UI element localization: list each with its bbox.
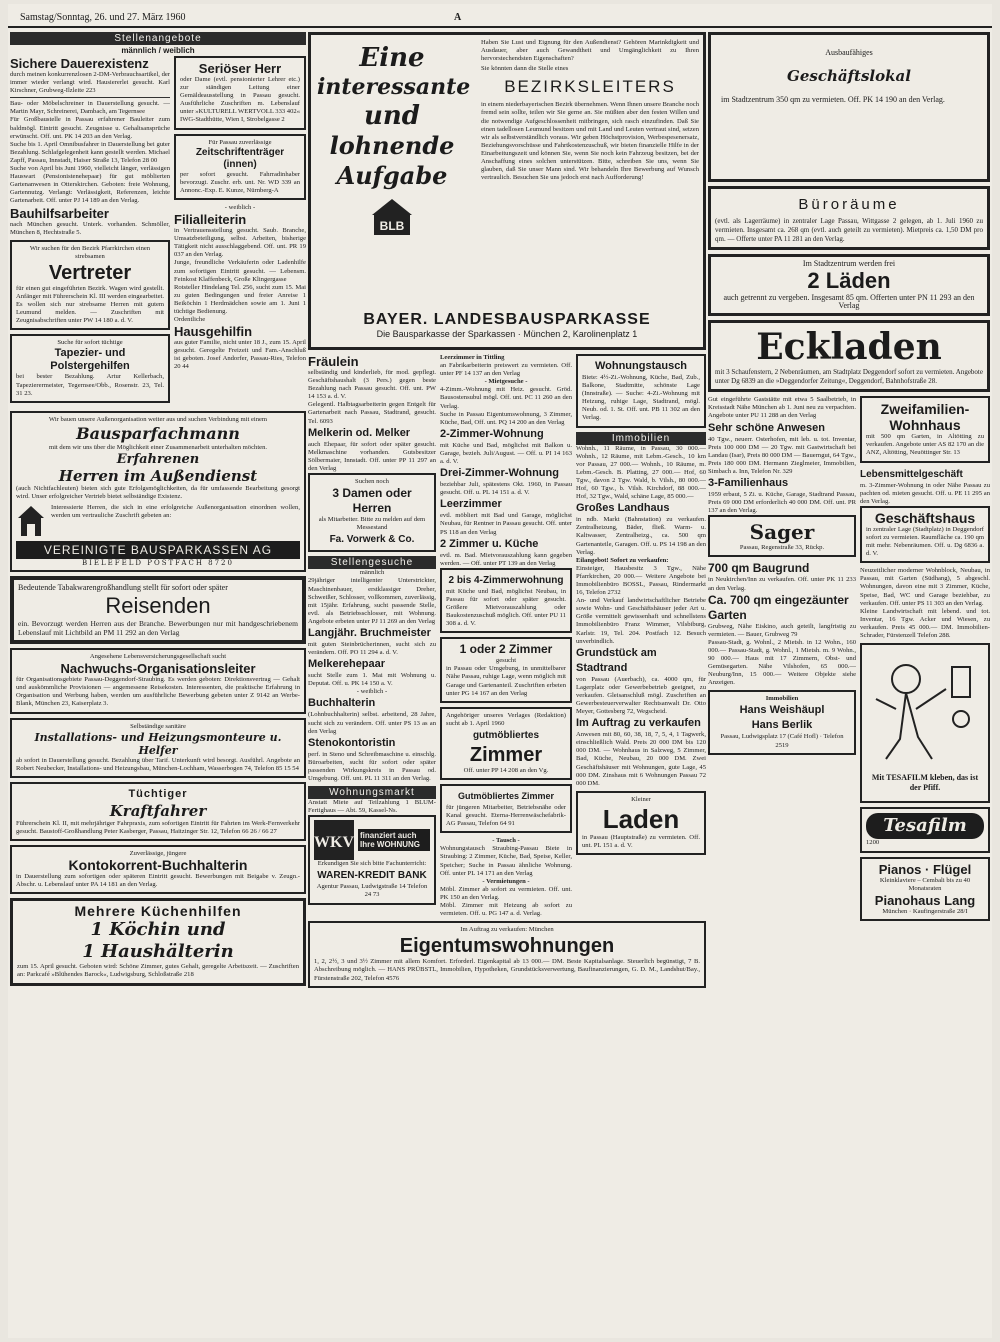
ad-text: Passau, Ludwigsplatz 17 (Café Hofl) · Telefon 2519 (720, 733, 844, 749)
ad-text: Anwesen mit 80, 60, 38, 18, 7, 5, 4, 1 Tagwerk, einschließlich Wald. Preis 20 000 DM bis 120 000 DM. — Wohnhaus in Salzweg, 5 Zimmer, Bad, Küche, Neubau, 20 000 DM. Zwei Geschäftshäuser mit Wohnungen, gute Lage, 45 000 DM. Zinshaus mit 6 Wohnungen Passau 72 000 DM. (576, 731, 706, 787)
ad-text: ab sofort in Dauerstellung gesucht. Bezahlung über Tarif. Unterkunft wird besorgt. Ausführl. Angebote an Robert Neubecker, Installations- und Heizungsbau, München-Lochham, Wasserbogen 74, Telefon 85 15 54 (16, 756, 300, 772)
ad-heading: Gutmöbliertes Zimmer (457, 791, 555, 801)
ad-text: per sofort gesucht. Fahrradinhaber bevorzugt. Zuschr. erb. unt. Nr. WD 339 an Annonc.-Exp. E. Kunze, Nürnberg-A (180, 170, 300, 194)
ad-text: beziehbar Juli, spätestens Okt. 1960, in Passau gesucht. Off. u. PL 14 151 a. d. V. (440, 481, 572, 497)
ad-text: ein. Bevorzugt werden Herren aus der Branche. Bewerbungen nur mit handgeschriebenem Lebenslauf mit Lichtbild an PM 11 292 an den Verlag (18, 619, 298, 638)
ad-text: Leerzimmer in Tittling (440, 354, 505, 361)
ad-text: Off. unter PP 14 208 an den Vg. (463, 766, 549, 774)
ad-heading: 3 Damen oder Herren (332, 486, 412, 516)
ad-text: München · Kaufingerstraße 28/I (882, 908, 968, 916)
ad-text: Gut eingeführte Gaststätte mit etwa 5 Saalbetrieb, in Kreisstadt Nähe München ab 1. Juni neu zu verpachten. Angebote unter PU 11 288 an den Verlag (708, 396, 856, 420)
subsection-label: - weiblich - (356, 688, 388, 696)
ad-heading: Seriöser Herr (198, 61, 282, 76)
ad-text: zum 15. April gesucht. Geboten wird: Schöne Zimmer, gutes Gehalt, geregelte Arbeitszeit. — Zuschriften an: Parkcafé »Blühendes Barock«, Ludwigsburg, Schloßstraße 218 (17, 963, 299, 979)
header-date: Samstag/Sonntag, 26. und 27. März 1960 (20, 12, 186, 23)
house-logo-icon (16, 504, 46, 538)
ad-text: 1959 erbaut, 5 Zi. u. Küche, Garage, Stadtrand Passau, Preis 69 000 DM erforderlich 40 000 DM. Off. unt. PR 137 an den Verlag. (708, 491, 856, 515)
ad-heading: Hans Berlik (751, 719, 813, 732)
ad-heading: Sager (749, 520, 815, 545)
ad-text: Wohnungstausch Straubing-Passau Biete in Straubing: 2 Zimmer, Küche, Bad, Speise, Keller, Speicher; Suche in Passau ähnliche Wohnung. Off. unter PL 14 171 an den Verlag (440, 845, 572, 877)
section-title: Stellengesuche (308, 556, 436, 569)
ad-heading: 2-Zimmer-Wohnung (440, 427, 544, 440)
ad-text: selbständig und kinderlieb, für mod. gepflegt. Geschäftshaushalt (3 Pers.) gegen beste Bezahlung nach Passau gesucht. Off. unt. PW 14 153 a. d. V. (308, 369, 436, 401)
column-right (708, 32, 990, 925)
ad-text: Angehöriger unseres Verlages (Redaktion) sucht ab 1. April 1960 (446, 711, 566, 727)
ad-text: von Passau (Auerbach), ca. 4000 qm, für Lagerplatz oder Gewerbebetrieb geeignet, zu verkaufen. Gleisanschluß mögl. Zuschriften an Gewerbesteuerverwalter Rechtsanwalt Dr. Otto Meyer, Gottesberg 72, Wegscheid. (576, 675, 706, 716)
ad-heading: Bausparfachmann (76, 423, 240, 443)
ad-text: in zentraler Lage (Stadtplatz) in Deggendorf sofort zu vermieten. Raumfläche ca. 190 qm mit mehr. Nebenräumen. Off. u. Dg 6836 a. d. V. (866, 525, 984, 558)
ad-heading: Geschäftshaus (874, 509, 976, 526)
ad-heading: 2 Läden (807, 268, 891, 294)
ad-heading: Immobilien (765, 695, 799, 703)
page-letter: A (454, 12, 462, 23)
ad-heading: Pianohaus Lang (874, 893, 976, 909)
tesafilm-logo: Tesafilm (866, 813, 984, 839)
ad-text: Wir bauen unsere Außenorganisation weiter aus und suchen Verbindung mit einem (48, 415, 268, 423)
ad-heading: Installations- und Heizungsmonteure u. Helfer (34, 730, 282, 757)
ad-text: 29jähriger intelligenter Unterstrickter, Maschinenbauer, erstklassiger Dreher, Schweißer, Schlosser, vollkommen, zuverlässig, mit 15jähr. Erfahrung, sucht passende Stelle, evtl. als Betriebsschlosser, mit Wohnung. Angebote erbeten unter PJ 11 269 an den Verlag (308, 577, 436, 625)
ad-text: Im Stadtzentrum werden frei (802, 259, 896, 268)
ad-text: Für Passau zuverlässige (208, 138, 272, 146)
ad-text: mit Küche und Bad, möglichst Neubau, in Passau für sofort oder später gesucht. Größere Mietvorauszahlung oder Baukostenzuschuß möglich. Off. unter PU 11 308 a. d. V. (446, 587, 566, 628)
subsection-label: - Mietgesuche - (484, 378, 528, 386)
ad-heading: Filialleiterin (174, 212, 247, 228)
ad-text: Wir suchen für den Bezirk Pfarrkirchen einen strebsamen (29, 244, 151, 260)
ad-text: Mit TESAFILM kleben, das ist der Pfiff. (871, 773, 979, 793)
ad-heading: 700 qm Baugrund (708, 561, 810, 576)
subsection-label: männlich (359, 569, 385, 577)
ad-text: als Mitarbeiter. Bitte zu melden auf dem Messestand (318, 516, 426, 532)
ad-heading: Herren im Außendienst (58, 466, 258, 485)
ad-text: Neuzeitlicher moderner Wohnblock, Neubau, in Passau, mit Garten (Südhang), 5 abgeschl. Wohnungen, davon eine mit 3 Zimmer, Küche, Speise, Bad, WC und Garage beziehbar, zu verkaufen. Off. unter PS 11 303 an den Verlag. (860, 567, 990, 607)
ad-heading: BEZIRKSLEITERS (504, 77, 676, 97)
ad-heading: Geschäftslokal (787, 67, 911, 86)
ad-text: Angesehene Lebensversicherungsgesellschaft sucht (89, 653, 227, 661)
ad-heading: Büroräume (798, 196, 900, 213)
ad-text: nach München gesucht. Unterk. vorhanden. Schmöller, München 8, Hechtstraße 5. (10, 220, 170, 236)
ad-text: Suchen noch (355, 478, 389, 486)
ad-text: aus guter Familie, nicht unter 18 J., zum 15. April gesucht. Geregelte Freizeit und Fam.-Anschluß ist geboten. Josef Andorfer, Passau-Ries, Telefon 20 44 (174, 339, 306, 371)
subsection-label: männlich / weiblich (121, 46, 195, 55)
column-stellenangebote (10, 32, 306, 990)
ad-text: (auch Nichtfachleuten) bieten sich gute Erfolgsmöglichkeiten, da für umfassende Bearbeitung gesorgt wird. Unser erfolgreicher Vertrieb bietet selbständige Existenz. (16, 484, 300, 500)
ad-text: Ausbaufähiges (825, 48, 873, 57)
ad-heading: Tüchtiger (128, 787, 188, 800)
ad-text: Suche von April bis Juni 1960, vielleicht länger, verlässigen Hauswart (Pensionistenehepaar) für gut möblierten Gartenanwesen in Otterskirchen. Geboten: freie Wohnung, Gartennutzg. Verlangt: Verlässigkeit, Referenzen, leichte Gartenarbeit. Off. unter PJ 14 189 an den Verlag. (10, 165, 170, 205)
ad-heading: 2 Zimmer u. Küche (440, 537, 539, 550)
subsection-label: - Vermietungen - (482, 877, 530, 885)
ad-text: 1200 (866, 839, 880, 847)
ad-text: (Lohnbuchhalterin) selbst. arbeitend, 28 Jahre, sucht sich zu verändern. Off. unter PS 13 as an den Verlag (308, 711, 436, 735)
ad-heading: Hans Weishäupl (739, 704, 825, 717)
blb-logo-text: BLB (379, 219, 405, 233)
ad-heading: Zweifamilien-Wohnhaus (880, 401, 970, 434)
ad-text: BIELEFELD POSTFACH 8720 (82, 559, 234, 568)
ad-heading: Pianos · Flügel (878, 862, 972, 878)
ad-text: (evtl. als Lagerräume) in zentraler Lage Passau, Wittgasse 2 gelegen, ab 1. Juli 1960 zu vermieten. Insgesamt ca. 268 qm (evtl. auch geteilt zu vermieten). Mietpreis ca. 1,50 DM pro qm. — Offerte unter PA 11 281 an den Verlag. (715, 217, 983, 243)
ad-text: Biete: 4½-Zi.-Wohnung, Küche, Bad, Zub., Balkone, Stadtmitte, schönste Lage (Innstraße). — Suche: 4-Zi.-Wohnung mit Heizung, ruhige Lage, Stadtrand, mögl. Neub. od. 1. St. Off. unt. PB 11 302 an den Verlag. (582, 374, 700, 422)
ad-text: in Passau oder Umgebung, in unmittelbarer Nähe Passau, ruhige Lage, wenn möglich mit Garage und Gartenanteil. Zuschriften erbeten unter PG 14 167 an den Verlag (446, 665, 566, 697)
ad-heading: Grundstück am Stadtrand (576, 646, 657, 674)
ad-heading: Eigentumswohnungen (399, 935, 615, 958)
ad-heading: Stenokontoristin (308, 736, 396, 749)
ad-heading: BAYER. LANDESBAUSPARKASSE (363, 311, 651, 328)
ad-text: 40 Tgw., neuerr. Osterhofen, mit leb. u. tot. Inventar, Preis 100 000 DM — 20 Tgw. mit Gastwirtschaft bei Landau (Isar), Preis 80 000 DM — Bauerngut, 64 Tgw., Preis 180 000 DM. Hermann Zieglmeier, Immobilien, Simbach a. Inn, Telefon Nr. 329 (708, 435, 856, 475)
ad-heading: Bauhilfsarbeiter (10, 205, 109, 221)
ad-heading: Aufgabe (336, 161, 448, 190)
ad-heading: Hausgehilfin (174, 324, 253, 340)
ad-text: Bau- oder Möbelschreiner in Dauerstellung gesucht. — Martin Mayr, Schreinerei, Dambach, am Tegernsee (10, 100, 170, 116)
ad-text: Kleine Landwirtschaft mit lebend. und tot. Inventar, 16 Tgw. Acker und Wiesen, zu verkaufen. Preis 45 000.— DM. Immobilien-Schrader, Fürstenzell Telefon 288. (860, 607, 990, 639)
ad-text: Kleinklaviere – Cembali bis zu 40 Monatsraten (879, 877, 971, 893)
ad-heading: 1 Haushälterin (82, 941, 234, 963)
ad-text: perf. in Steno und Schreibmaschine u. einschlg. Büroarbeiten, sucht für sofort oder später passenden Wirkungskreis in Passau od. Umgebung. Off. unt. PL 11 311 an den Verlag. (308, 750, 436, 782)
ad-text: im Stadtzentrum 350 qm zu vermieten. Off. PK 14 190 an den Verlag. (721, 95, 945, 105)
ad-heading: Großes Landhaus (576, 502, 670, 515)
ad-heading: Kontokorrent-Buchhalterin (68, 857, 248, 874)
ad-text: Suche bis 1. April Omnibusfahrer in Dauerstellung bei guter Bezahlung. Schlafgelegenheit kann gestellt werden. Michael Zapff, Passau, Innstadt, Haiser Straße 13, Telefon 28 00 (10, 140, 170, 164)
ad-heading: Nachwuchs-Organisationsleiter (60, 661, 256, 677)
ad-text: bei bester Bezahlung. Artur Kellerbach, Tapezierermeister, Tegernsee/Obb., Rosenstr. 23, Tel. 31 23. (16, 373, 164, 397)
ad-text: Einsteiger, Hausbesitz 3 Tgw., Nähe Pfarrkirchen, 20 000.— Weitere Angebote bei Immobilienbüro BOSSL, Passau, Rindermarkt 16, Telefon 2732 (576, 564, 706, 597)
ad-text: evtl. möbliert mit Bad und Garage, möglichst Neubau, für Rentner in Passau gesucht. Off. unter PS 118 an den Verlag (440, 512, 572, 536)
ad-text: in Passau (Hauptstraße) zu vermieten. Off. unt. PL 151 a. d. V. (582, 833, 700, 850)
ad-heading: Mehrere Küchenhilfen (74, 903, 242, 920)
newspaper-page (8, 4, 992, 1338)
ad-heading: 3-Familienhaus (708, 477, 789, 490)
ad-heading: Melkerin od. Melker (308, 426, 411, 439)
ad-heading: Eine (359, 43, 425, 73)
ad-text: Junge, freundliche Verkäuferin oder Ladenhilfe zum sofortigen Eintritt gesucht. — Lebensm. Feinkost Klaffenbeck, Große Klingergasse (174, 259, 306, 283)
wkv-logo-icon (314, 820, 354, 860)
ad-text: in einem niederbayerischen Bezirk übernehmen. Wenn Ihnen unsere Branche noch fremd sein sollte, teilen wir Sie gerne an. Sie müßten aber den festen Willen und die notwendige Aufgeschlossenheit mitbringen, sich rasch einzufinden. Daß Sie einen tadellosen Leumund besitzen und mit Land und Leuten vertraut sind, setzen wir als selbstverständlich voraus. Wir geben Höchstprovision, Werbespesenersatz, Beziehungsvorschüsse und Fahrtkostenzuschuß, wir bieten finanzielle Hilfe in der Einarbeitungszeit und können Sie, wenn Sie noch kein Fahrzeug besitzen, bei der Anschaffung eines solchen unterstützen. Bitte, schreiben Sie uns, wenn Sie glauben, daß Sie unser Mann sind. Wir behandeln Ihre Bewerbung auf Wunsch vertraulich. Besuchen Sie uns jedoch erst nach Aufforderung! (481, 101, 699, 182)
ad-heading: VEREINIGTE BAUSPARKASSEN AG (16, 541, 300, 559)
ad-heading: Reisenden (105, 593, 211, 619)
ad-heading: Zeitschriftenträger (innen) (195, 146, 285, 170)
ad-text: gesucht (495, 657, 517, 665)
ad-text: Grubweg, Nähe Eiskino, auch geteilt, langfristig zu vermieten. — Bauer, Grubweg 79 (708, 622, 856, 638)
ad-heading: Ca. 700 qm eingezäunter Garten (708, 592, 849, 622)
ad-text: Passau, Regenstraße 33, Rückp. (739, 544, 825, 552)
ad-text: 1, 2, 2½, 3 und 3½ Zimmer mit allem Komfort. Erforderl. Eigenkapital ab 13 000.— DM. Beste Kapitalsanlage. Steuerlich begünstigt, 7 B. Abschreibung möglich. — HANS PRÜBSTL, Immobilien, Hypotheken, Grundstücksverwertung, Baufinanzierungen, G. D. M., Landshut/Bay., Fürstenstraße 202, Telefon 4576 (314, 958, 700, 982)
ad-heading: Zimmer (469, 743, 543, 766)
ad-heading: Wohnungstausch (594, 360, 688, 372)
svg-text:WKV: WKV (314, 834, 354, 852)
ad-heading: Sichere Dauerexistenz (10, 56, 149, 71)
ad-text: oder Dame (evtl. pensionierter Lehrer etc.) zur ständigen Leitung einer Gemäldeausstellung in Passau gesucht. Ausführliche Zuschriften m. Lebenslauf unter »KULTURELL WERTVOLL 333 402« IWG-Stadthütte, Wien I, Strobelgasse 2 (180, 76, 300, 124)
subsection-label: - weiblich - (224, 203, 256, 211)
ad-text: Im Auftrag zu verkaufen: München (460, 926, 554, 934)
ad-text: Kleiner (631, 795, 651, 803)
ad-text: Wohnh., 11 Räume, in Passau, 30 000.— Wohnh., 12 Räume, mit Lebm.-Gesch., 10 km vor Passau, 27 000.— Wohnh., 10 Räume, m. Lebm.-Gesch. B. Platting, 27 000.— Hof, 60 Tgw., davon 2 Tgw. Wald, b. Vilsh., 80 000.— Hof, 60 Tgw., b. Vilsh. Kirchdorf, 88 000.— Hof, 32 Tgw., Wald, schäne Lage, 85 000.— (576, 444, 706, 501)
column-middle (308, 32, 706, 992)
ad-text: Gelegentl. Halbtagsarbeiterin gegen Entgelt für Gartenarbeit nach Passau, Stadtrand, gesucht. Tel. 6093 (308, 401, 436, 425)
subsection-label: - Tausch - (492, 837, 520, 845)
ad-heading: Erfahrenen (116, 451, 200, 467)
ad-text: Rotsteller Hindelang Tel. 256, sucht zum 15. Mai zu guten Bedingungen und freier Anreise 1 Beiköchin 1 Herdmädchen sowie am 1. Juni 1 tüchtige Bedienung. (174, 283, 306, 315)
ad-text: Passau-Stadt, g. Wohnl., 2 Mietsh. in 12 Wohn., 160 000.— Passau-Stadt, g. Wohnl., 1 Mietsh. m. 9 Wohn., 90 000.— Haus mit 17 Zimmern, Obst- und Gemüsegarten. Nähe Vilshofen, 65 000.— Neuburg/Inn, 15 000.— Weitere Objekte siehe Anzeigen. (708, 638, 856, 687)
ad-text: Die Bausparkasse der Sparkassen · München 2, Karolinenplatz 1 (376, 329, 638, 339)
ad-text: Suche für sofort tüchtige (57, 339, 123, 347)
ad-text: m. 3-Zimmer-Wohnung in oder Nähe Passau zu pachten od. mieten gesucht. Off. u. PE 11 295 an den Verlag. (860, 481, 990, 505)
ad-heading: Fa. Vorwerk & Co. (329, 534, 415, 546)
ad-heading: Tapezier- und Polstergehilfen (50, 347, 130, 373)
ad-heading: Melkerehepaar (308, 658, 386, 671)
ad-heading: Laden (602, 803, 680, 834)
ad-text: mit dem wir uns über die Möglichkeit einer Zusammenarbeit unterhalten möchten. (48, 443, 268, 451)
ad-text: in Vertrauensstellung gesucht. Saub. Branche, Umsatzbeteiligung, selbst. Arbeiten, bisherige Tätigkeit nicht ausschlaggebend. Off. unt. PR 19 037 an den Verlag. (174, 227, 306, 259)
ad-heading: interessante (317, 74, 471, 100)
ad-text: für einen gut eingeführten Bezirk. Wagen wird gestellt. Anfänger mit Führerschein Kl. III werden eingearbeitet. Es wollen sich nur strebsame Herren mit gutem Leumund melden. — Zuschriften mit Zeugnisabschriften unter PW 14 180 a. d. V. (16, 284, 164, 325)
ad-text: Haben Sie Lust und Eignung für den Außendienst? Gehören Marinkdigkeit und Ausdauer, aber auch Gewandtheit und Umgänglichkeit zu Ihren hervorstechendsten Eigenschaften? (481, 39, 699, 63)
ad-text: Führerschein Kl. II, mit mehrjähriger Fahrpraxis, zum sofortigen Eintritt für Fahrten im Werk-Fernverkehr gesucht. Baustoff-Großhandlung Peter Kasberger, Passau, Haitzinger Str. 12, Telefon 66 26 / 66 27 (16, 819, 300, 835)
ad-heading: Kraftfahrer (109, 801, 207, 820)
ad-text: auch getrennt zu vergeben. Insgesamt 85 qm. Offerten unter PN 11 293 an den Verlag (723, 293, 975, 311)
ad-heading: gutmöbliertes (472, 729, 540, 741)
section-title: Wohnungsmarkt (308, 786, 436, 799)
ad-heading: 2 bis 4-Zimmerwohnung (448, 574, 564, 586)
ad-text: mit Küche und Bad, möglichst mit Balkon u. Garage, bezieh. Juli/August. — Off. u. PI 14 163 a. d. V. (440, 441, 572, 466)
ad-text: Selbständige sanitäre (130, 722, 186, 730)
ad-text: für Organisationsgebiete Passau-Deggendorf-Straubing. Es werden geboten: Direktionsvertrag — Gehalt und auskömmliche Provisionen — angemessene Reisekosten. Interessenten, die praktische Erfahrung in Organisation und Werbung haben, werden um ausführliche Bewerbung gebeten unter Z 9142 an Werbe-Blank, München 23, Kaiserplatz 3. (16, 676, 300, 708)
ad-text: für jüngeren Mitarbeiter, Betriebsnähe oder Kanal gesucht. Eterna-Herrenwäschefabrik-AG Passau, Telefon 64 91 (446, 804, 566, 828)
ad-text: in Neukirchen/Inn zu verkaufen. Off. unter PK 11 233 an den Verlag. (708, 576, 856, 592)
tesafilm-illustration-icon (866, 649, 984, 769)
ad-heading: Im Auftrag zu verkaufen (576, 717, 701, 730)
ad-text: in Dauerstellung zum sofortigen oder späteren Eintritt gesucht. Bewerbungen mit Beigabe v. Zeugn.-Abschr. u. Lebenslauf unter PA 14 181 an den Verlag. (16, 873, 300, 889)
ad-text: Möbl. Zimmer ab sofort zu vermieten. Off. unt. PK 150 an den Verlag. (440, 885, 572, 901)
ad-text: 4-Zimm.-Wohnung mit Heiz. gesucht. Gröd. Bausostensubul mögl. Off. unt. PC 11 260 an den Verlag. (440, 386, 572, 410)
ad-heading: Sehr schöne Anwesen (708, 421, 825, 434)
ad-text: Eilangebot! Sofort zu verkaufen: (576, 556, 669, 564)
ad-heading: WAREN-KREDIT BANK (317, 870, 427, 882)
ad-text: mit 3 Schaufenstern, 2 Nebenräumen, am Stadtplatz Deggendorf sofort zu vermieten. Angebote unter Dg 6839 an die »Deggendorfer Zeitung«, Deggendorf, Bahnhofstraße 28. (715, 368, 983, 386)
ad-text: auch Ehepaar, für sofort oder später gesucht. Melkmaschine vorhanden. Gutsbesitzer Sölbermaier, Innstadt. Off. unter PP 11 297 an den Verlag (308, 440, 436, 472)
ad-heading: Lebensmittelgeschäft (860, 468, 963, 480)
page-header (8, 4, 992, 28)
ad-text: Erkundigen Sie sich bitte Fachunterricht: (317, 860, 427, 868)
ad-heading: Eckladen (756, 326, 942, 369)
ad-text: Möbl. Zimmer mit Heizung ab sofort zu vermieten. Off. u. PG 147 a. d. Verlag. (440, 902, 572, 918)
ad-text: Bedeutende Tabakwarengroßhandlung stellt für sofort oder später (18, 583, 228, 593)
ad-heading: Vertreter (48, 261, 132, 284)
blb-logo-icon (370, 197, 414, 237)
ad-text: Zuverlässige, jüngere (129, 850, 187, 858)
ad-heading: und (364, 101, 420, 131)
ad-heading: Buchhalterin (308, 697, 376, 710)
ad-heading: Langjähr. Bruchmeister (308, 626, 431, 639)
ad-text: Sie könnten dann die Stelle eines (481, 65, 569, 73)
ad-text: evtl. m. Bad. Mietvorauszahlung kann gegeben werden. — Off. unter PT 139 an den Verlag (440, 551, 572, 567)
ad-heading: 1 oder 2 Zimmer (459, 642, 553, 657)
ad-text: Anstatt Miete auf Teilzahlung 1 BLUM-Fertighaus — Abt. 59, Kassel-Ns. (308, 799, 436, 815)
ad-text: an Fabrikarbeiterin preiswert zu vermieten. Off. unter PF 14 137 an den Verlag (440, 362, 572, 378)
ad-text: mit guten Steinbrücherinnen, sucht sich zu verändern. Off. PO 11 294 a. d. V. (308, 640, 436, 657)
ad-text: mit 500 qm Garten, in Altötting zu verkaufen. Angebote unter AS 82 170 an die ANZ, Altötting, Neuöttinger Str. 13 (866, 433, 984, 457)
ad-heading: Leerzimmer (440, 498, 502, 511)
ad-heading: lohnende (329, 131, 455, 160)
ad-heading: finanziert auch Ihre WOHNUNG (358, 829, 430, 851)
ad-text: durch meinen konkurrenzlosen 2-DM-Verbrauchsartikel, der immer wieder verlangt wird. Hausiererlei gesucht. Karl Kirschner, Grubweg-Ilzleite 223 (10, 71, 170, 95)
ad-heading: Drei-Zimmer-Wohnung (440, 467, 559, 480)
ad-text: Ordentliche (174, 316, 206, 324)
section-title: Immobilien (576, 432, 706, 445)
ad-text: sucht Stelle zum 1. Mai mit Wohnung u. Deputat. Off. u. PK 14 150 a. V. (308, 672, 436, 688)
ad-text: Interessierte Herren, die sich in eine erfolgreiche Außenorganisation einordnen wollen, werden um vertrauliche Zuschrift gebeten an: (51, 504, 300, 520)
ad-text: Für Großbaustelle in Passau erfahrener Bauleiter zum baldmögl. Eintritt gesucht. Zeugnisse u. Gehaltsansprüche erwünscht. Off. unt. PK 14 203 an den Verlag. (10, 116, 170, 140)
ad-heading: Fräulein (308, 354, 359, 369)
ad-text: Suche in Passau Eigentumswohnung, 3 Zimmer, Küche, Bad, Off. unt. PQ 14 200 an den Verlag (440, 410, 572, 426)
section-title: Stellenangebote (10, 32, 306, 45)
ad-text: An- und Verkauf landwirtschaftlicher Betriebe sowie Wohn- und Geschäftshäuser jeder Art u. Größe vermittelt gewissenhaft und schnellstens Immobilienbüro Franz Wimmer, Vilsbiburg, Karlstr. 19, Tel. 204. Postfach 12. Besuch unverbindlich. (576, 597, 706, 645)
ad-text: in ndb. Markt (Bahnstation) zu verkaufen. Zentralheizung, Bäder, fließ. Warm- u. Kaltwasser, Zentralheizg., ca. 500 qm Gartenanteile, Garagen. Off. u. PS 14 198 an den Verlag. (576, 516, 706, 556)
ad-text: Agentur Passau, Ludwigstraße 14 Telefon 24 73 (316, 883, 428, 899)
ad-heading: 1 Köchin und (90, 919, 226, 941)
